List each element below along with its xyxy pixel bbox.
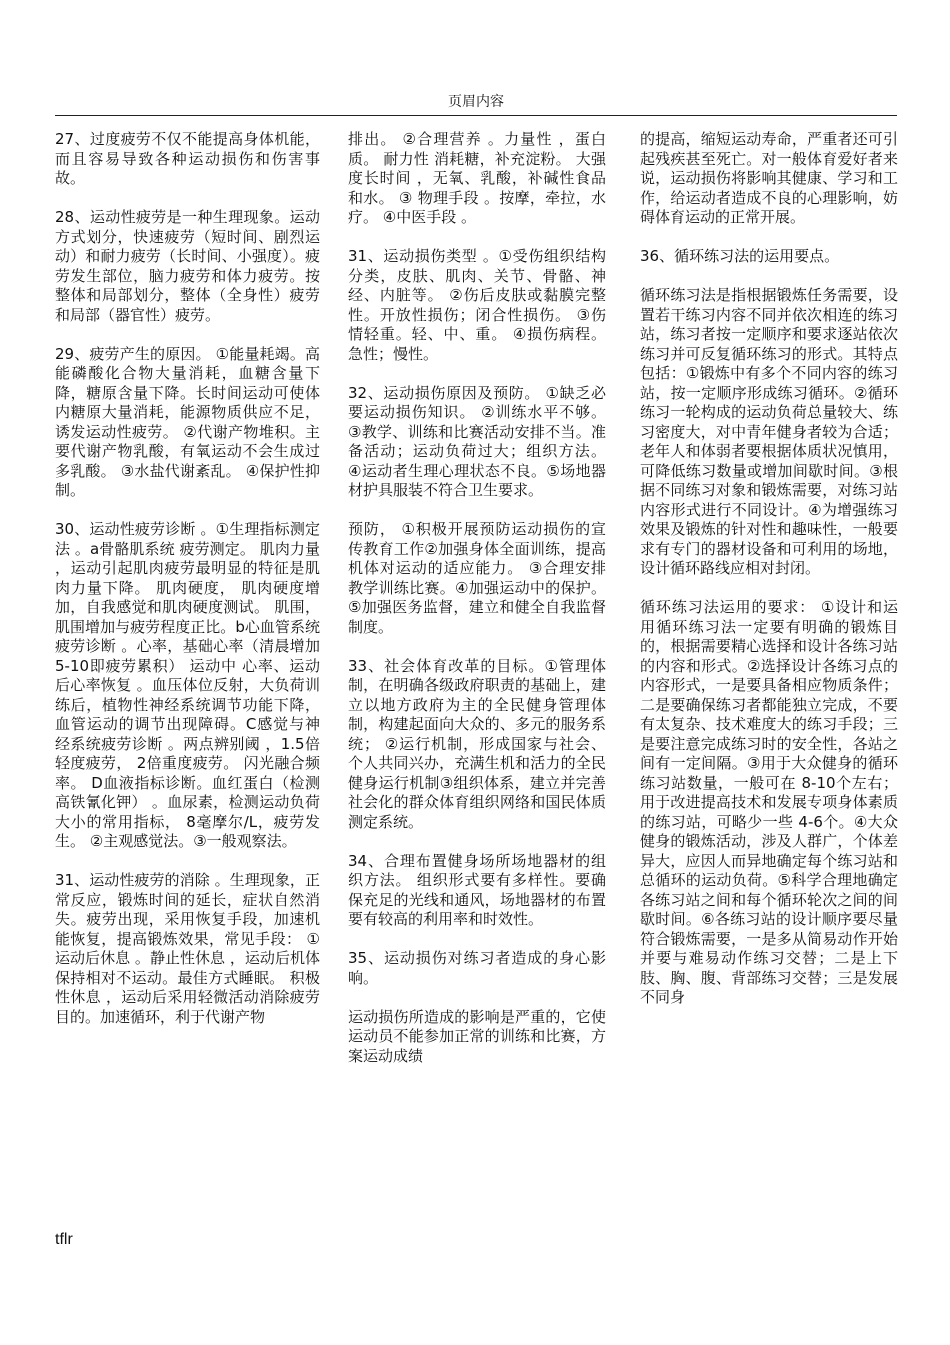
paragraph: 34、合理布置健身场所场地器材的组织方法。 组织形式要有多样性。要确保充足的光线和通风，场地器材的布置要有较高的利用率和时效性。 <box>348 851 606 928</box>
paragraph: 28、运动性疲劳是一种生理现象。运动方式划分，快速疲劳（短时间、剧烈运动）和耐力疲劳（长时间、小强度）。疲劳发生部位，脑力疲劳和体力疲劳。按整体和局部划分，整体（全身性）疲劳和局部（器官性）疲劳。 <box>55 208 320 324</box>
paragraph: 27、过度疲劳不仅不能提高身体机能，而且容易导致各种运动损伤和伤害事故。 <box>55 130 320 187</box>
text-column-2 <box>348 130 606 1086</box>
paragraph: 36、循环练习法的运用要点。 <box>640 247 840 265</box>
paragraph: 排出。 ②合理营养 。力量性 ，蛋白质。 耐力性 消耗糖，补充淀粉。 大强度长时间 ，无氧、乳酸，补碱性食品和水。 ③ 物理手段 。按摩，牵拉，水疗。 ④中医手段 。 <box>348 130 606 226</box>
paragraph: 31、运动损伤类型 。①受伤组织结构分类，皮肤、肌肉、关节、骨骼、神经、内脏等。 ②伤后皮肤或黏膜完整性。开放性损伤；闭合性损伤。 ③伤情轻重。轻、中、重。 ④损伤病程。急性；慢性。 <box>348 247 606 363</box>
header-title: 页眉内容 <box>448 94 504 110</box>
text-column-1 <box>55 130 320 1047</box>
text-column-3 <box>640 130 898 1027</box>
paragraph: 35、运动损伤对练习者造成的身心影响。 <box>348 949 606 987</box>
paragraph: 预防， ①积极开展预防运动损伤的宣传教育工作②加强身体全面训练，提高机体对运动的适应能力。 ③合理安排教学训练比赛。④加强运动中的保护。⑤加强医务监督，建立和健全自我监督制度。 <box>348 520 606 636</box>
paragraph: 30、运动性疲劳诊断 。①生理指标测定法 。a骨骼肌系统 疲劳测定。 肌肉力量 ，运动引起肌肉疲劳最明显的特征是肌肉力量下降。 肌肉硬度， 肌肉硬度增加，自我感觉和肌肉硬度测试。 肌围，肌围增加与疲劳程度正比。b心血管系统疲劳诊断 。心率，基础心率（清晨增加 5-10即疲劳累积） 运动中 心率、运动后心率恢复 。血压体位反射，大负荷训练后，植物性神经系统调节功能下降，血管运动的调节出现障碍。C感觉与神经系统疲劳诊断 。两点辨别阈 ，1.5倍轻度疲劳， 2倍重度疲劳。 闪光融合频率。 D血液指标诊断。血红蛋白（检测高铁氰化钾） 。血尿素，检测运动负荷大小的常用指标， 8毫摩尔/L，疲劳发生。 ②主观感觉法。③一般观察法。 <box>55 520 320 850</box>
page-footer <box>55 1231 73 1249</box>
page-header <box>55 91 897 116</box>
footer-text: tflr <box>55 1231 73 1248</box>
paragraph: 31、运动性疲劳的消除 。生理现象，正常反应，锻炼时间的延长，症状自然消失。疲劳出现，采用恢复手段，加速机能恢复，提高锻炼效果，常见手段： ①运动后休息 。静止性休息 ，运动后机体保持相对不运动。最佳方式睡眠。 积极性休息 ，运动后采用轻微活动消除疲劳目的。加速循环，利于代谢产物 <box>55 871 320 1026</box>
paragraph: 运动损伤所造成的影响是严重的，它使运动员不能参加正常的训练和比赛，方案运动成绩 <box>348 1007 606 1065</box>
paragraph: 循环练习法是指根据锻炼任务需要，设置若干练习内容不同并依次相连的练习站，练习者按一定顺序和要求逐站依次练习并可反复循环练习的形式。其特点包括：①锻炼中有多个不同内容的练习站，按一定顺序形成练习循环。②循环练习一轮构成的运动负荷总量较大、练习密度大，对中青年健身者较为合适；老年人和体弱者要根据体质状况慎用，可降低练习数量或增加间歇时间。③根据不同练习对象和锻炼需要，对练习站内容形式进行不同设计。④为增强练习效果及锻炼的针对性和趣味性，一般要求有专门的器材设备和可利用的场地，设计循环路线应相对封闭。 <box>640 286 898 577</box>
paragraph: 32、运动损伤原因及预防。 ①缺乏必要运动损伤知识。 ②训练水平不够。 ③教学、训练和比赛活动安排不当。准备活动；运动负荷过大；组织方法。 ④运动者生理心理状态不良。⑤场地器材护具服装不符合卫生要求。 <box>348 383 606 499</box>
paragraph: 33、社会体育改革的目标。①管理体制，在明确各级政府职责的基础上，建立以地方政府为主的全民健身管理体制，构建起面向大众的、多元的服务系统； ②运行机制，形成国家与社会、个人共同兴办，充满生机和活力的全民健身运行机制③组织体系，建立并完善社会化的群众体育组织网络和国民体质测定系统。 <box>348 656 606 831</box>
paragraph: 的提高，缩短运动寿命，严重者还可引起残疾甚至死亡。对一般体育爱好者来说，运动损伤将影响其健康、学习和工作，给运动者造成不良的心理影响，妨碍体育运动的正常开展。 <box>640 130 898 226</box>
paragraph: 29、疲劳产生的原因。 ①能量耗竭。高能磷酸化合物大量消耗，血糖含量下降，糖原含量下降。长时间运动可使体内糖原大量消耗，能源物质供应不足，诱发运动性疲劳。 ②代谢产物堆积。主要代谢产物乳酸，有氧运动不会生成过多乳酸。 ③水盐代谢紊乱。 ④保护性抑制。 <box>55 344 320 499</box>
paragraph: 循环练习法运用的要求： ①设计和运用循环练习法一定要有明确的锻炼目的，根据需要精心选择和设计各练习站的内容和形式。②选择设计各练习点的内容形式，一是要具备相应物质条件；二是要确保练习者都能独立完成，不要有太复杂、技术难度大的练习手段；三是要注意完成练习时的安全性，各站之间有一定间隔。③用于大众健身的循环练习站数量，一般可在 8-10个左右；用于改进提高技术和发展专项身体素质的练习站，可略少一些 4-6个。④大众健身的锻炼活动，涉及人群广，个体差异大，应因人而异地确定每个练习站和总循环的运动负荷。⑤科学合理地确定各练习站之间和每个循环轮次之间的间歇时间。⑥各练习站的设计顺序要尽量符合锻炼需要，一是多从简易动作开始并要与难易动作练习交替；二是上下肢、胸、腹、背部练习交替；三是发展不同身 <box>640 598 898 1006</box>
